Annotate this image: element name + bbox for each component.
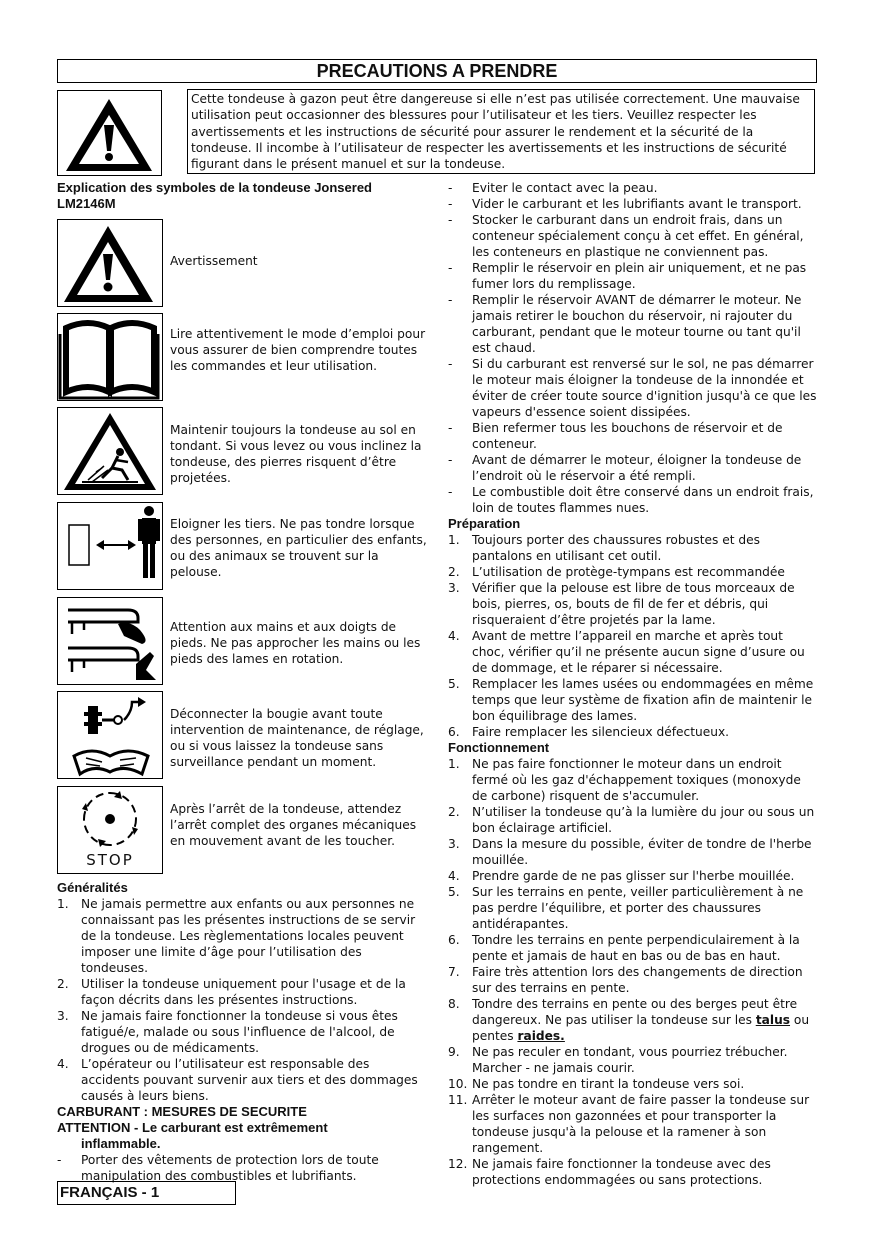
list-marker: 3. [57, 1009, 69, 1023]
symbol-text-hands: Attention aux mains et aux doigts de pieds. Ne pas approcher les mains ou les pieds des lames en rotation. [170, 620, 421, 666]
list-marker: 2. [57, 977, 69, 991]
symbol-text-warning: Avertissement [170, 254, 258, 268]
list-item-text: Arrêter le moteur avant de faire passer la tondeuse sur les surfaces non gazonnées et pour transporter la tondeuse jusqu'à la pelouse et la ramener à son rangement. [472, 1093, 810, 1155]
list-item [448, 420, 818, 452]
left-column-text [57, 880, 427, 1184]
list-item [448, 996, 818, 1044]
list-item [448, 932, 818, 964]
list-marker: 2. [448, 805, 460, 819]
list-item-text: L’opérateur ou l’utilisateur est responsable des accidents pouvant survenir aux tiers et des dommages causés à leurs biens. [81, 1057, 418, 1103]
list-item [57, 896, 427, 976]
list-item-text: Ne jamais permettre aux enfants ou aux personnes ne connaissant pas les présentes instructions de se servir de la tondeuse. Les règlementations locales peuvent imposer une limite d’âge pour l’utilisation des tondeuses. [81, 897, 416, 975]
page-title: PRECAUTIONS A PRENDRE [57, 59, 817, 83]
list-marker: 4. [57, 1057, 69, 1071]
list-marker: 8. [448, 997, 460, 1011]
list-marker: 9. [448, 1045, 460, 1059]
list-item-text: Si du carburant est renversé sur le sol, ne pas démarrer le moteur mais éloigner la tondeuse de la innondée et éviter de créer toute source d'ignition jusqu'à ce que les vapeurs d'essence soient dissipées. [472, 357, 817, 419]
symbol-box-thrown [57, 407, 163, 495]
list-marker: 2. [448, 565, 460, 579]
stop-label: STOP [86, 851, 134, 869]
list-marker: - [448, 213, 453, 227]
list-marker: - [57, 1153, 62, 1167]
list-item-text: Remplacer les lames usées ou endommagées en même temps que leur système de fixation afin de maintenir le bon équilibrage des lames. [472, 677, 814, 723]
list-marker: 1. [448, 757, 460, 771]
right-column-text [448, 180, 818, 1188]
emphasis-talus: talus [755, 1013, 791, 1027]
list-marker: - [448, 357, 453, 371]
list-item-text: L’utilisation de protège-tympans est recommandée [472, 565, 785, 579]
list-item-text: Remplir le réservoir en plein air uniquement, et ne pas fumer lors du remplissage. [472, 261, 807, 291]
generalites-list [57, 896, 427, 1104]
list-item [448, 212, 818, 260]
section-fonctionnement-heading: Fonctionnement [448, 740, 550, 755]
list-item [448, 1156, 818, 1188]
list-item [448, 676, 818, 724]
symbol-text-sparkplug: Déconnecter la bougie avant toute intervention de maintenance, de réglage, ou si vous laissez la tondeuse sans surveillance pendant un moment. [170, 707, 424, 769]
list-item-text: Porter des vêtements de protection lors de toute manipulation des combustibles et lubrifiants. [81, 1153, 379, 1183]
symbol-box-stop [57, 786, 163, 874]
list-item-text: ou pentes [472, 1013, 810, 1043]
list-item [448, 836, 818, 868]
symbol-box-sparkplug [57, 691, 163, 779]
list-item-text: Prendre garde de ne pas glisser sur l'herbe mouillée. [472, 869, 795, 883]
section-preparation-heading: Préparation [448, 516, 521, 531]
open-book-icon [58, 314, 162, 400]
list-marker: 4. [448, 869, 460, 883]
list-item [448, 724, 818, 740]
carburant-attention-line1: ATTENTION - Le carburant est extrêmement [57, 1120, 328, 1135]
warning-triangle-icon [58, 220, 162, 306]
list-marker: 1. [57, 897, 69, 911]
list-item [448, 580, 818, 628]
symbol-box-warning [57, 219, 163, 307]
list-item-text: N’utiliser la tondeuse qu’à la lumière du jour ou sous un bon éclairage artificiel. [472, 805, 815, 835]
intro-text: Cette tondeuse à gazon peut être dangereuse si elle n’est pas utilisée correctement. Une mauvaise utilisation peut occasionner des blessures pour l’utilisateur et les tiers. Veuillez respecter les avertissements et les instructions de sécurité pour assurer le rendement et la sécurité de la tondeuse. Il incombe à l’utilisateur de respecter les avertissements et les instructions de sécurité figurant dans le présent manuel et sur la tondeuse. [187, 89, 815, 174]
symbol-text-manual: Lire attentivement le mode d’emploi pour vous assurer de bien comprendre toutes les commandes et leur utilisation. [170, 327, 426, 373]
list-item-text: Ne pas tondre en tirant la tondeuse vers soi. [472, 1077, 745, 1091]
list-item-text: Vérifier que la pelouse est libre de tous morceaux de bois, pierres, os, bouts de fil de fer et débris, qui risqueraient d’être projetés par la lame. [472, 581, 795, 627]
list-marker: - [448, 453, 453, 467]
list-item-text: Stocker le carburant dans un endroit frais, dans un conteneur spécialement conçu à cet effet. En général, les conteneurs en plastique ne conviennent pas. [472, 213, 804, 259]
list-item-text: Avant de démarrer le moteur, éloigner la tondeuse de l’endroit où le réservoir a été rempli. [472, 453, 802, 483]
list-marker: 3. [448, 837, 460, 851]
symbol-box-hands [57, 597, 163, 685]
list-item-text: Ne pas reculer en tondant, vous pourriez trébucher. Marcher - ne jamais courir. [472, 1045, 788, 1075]
list-item [57, 976, 427, 1008]
list-marker: 6. [448, 725, 460, 739]
list-marker: - [448, 293, 453, 307]
carburant-list-left [57, 1152, 427, 1184]
list-marker: 4. [448, 629, 460, 643]
carburant-list-right [448, 180, 818, 516]
keep-distance-icon [58, 503, 162, 589]
section-generalites-heading: Généralités [57, 880, 128, 895]
list-item [448, 756, 818, 804]
hand-foot-blade-icon [58, 598, 162, 684]
list-item [448, 532, 818, 564]
list-marker: 3. [448, 581, 460, 595]
list-item-text: Ne jamais faire fonctionner la tondeuse avec des protections endommagées ou sans protections. [472, 1157, 771, 1187]
warning-symbol-box [57, 90, 162, 176]
list-item [448, 484, 818, 516]
list-marker: - [448, 261, 453, 275]
list-item [448, 1092, 818, 1156]
list-item [448, 1044, 818, 1076]
list-item [448, 884, 818, 932]
list-item [448, 564, 818, 580]
list-marker: 12. [448, 1157, 468, 1171]
list-item-text: Bien refermer tous les bouchons de réservoir et de conteneur. [472, 421, 783, 451]
list-item [448, 964, 818, 996]
list-item [448, 180, 818, 196]
list-item-text: Faire remplacer les silencieux défectueux. [472, 725, 730, 739]
list-item-text: Avant de mettre l’appareil en marche et après tout choc, vérifier qu’il ne présente aucun signe d’usure ou de dommage, et le réparer si nécessaire. [472, 629, 805, 675]
list-item [448, 868, 818, 884]
symbol-box-distance [57, 502, 163, 590]
page-footer: FRANÇAIS - 1 [57, 1181, 236, 1205]
list-item-text: Tondre des terrains en pente ou des berges peut être dangereux. Ne pas utiliser la tondeuse sur les [472, 997, 798, 1027]
warning-triangle-icon [58, 91, 161, 175]
list-marker: 1. [448, 533, 460, 547]
preparation-list [448, 532, 818, 740]
list-item-text: Ne pas faire fonctionner le moteur dans un endroit fermé où les gaz d'échappement toxiques (monoxyde de carbone) risquent de s'accumuler. [472, 757, 801, 803]
list-item-text: Dans la mesure du possible, éviter de tondre de l'herbe mouillée. [472, 837, 812, 867]
spark-plug-disconnect-icon [58, 692, 162, 778]
list-item-text: Le combustible doit être conservé dans un endroit frais, loin de toutes flammes nues. [472, 485, 814, 515]
list-item-text: Tondre les terrains en pente perpendiculairement à la pente et jamais de haut en bas ou de bas en haut. [472, 933, 800, 963]
list-marker: - [448, 421, 453, 435]
fonctionnement-list [448, 756, 818, 1188]
list-marker: 11. [448, 1093, 468, 1107]
list-item [448, 292, 818, 356]
list-marker: - [448, 197, 453, 211]
list-item-text: Faire très attention lors des changements de direction sur des terrains en pente. [472, 965, 803, 995]
list-item-text: Utiliser la tondeuse uniquement pour l'usage et de la façon décrits dans les présentes instructions. [81, 977, 406, 1007]
list-item [57, 1056, 427, 1104]
list-item [448, 356, 818, 420]
list-marker: 10. [448, 1077, 468, 1091]
list-item-text: Remplir le réservoir AVANT de démarrer le moteur. Ne jamais retirer le bouchon du réservoir, ni rajouter du carburant, pendant que le moteur tourne ou tant qu'il est chaud. [472, 293, 802, 355]
list-marker: 6. [448, 933, 460, 947]
list-marker: - [448, 485, 453, 499]
symbol-text-stop: Après l’arrêt de la tondeuse, attendez l’arrêt complet des organes mécaniques en mouvement avant de les toucher. [170, 802, 417, 848]
symbol-text-thrown: Maintenir toujours la tondeuse au sol en tondant. Si vous levez ou vous inclinez la tondeuse, des pierres risquent d’être projetées. [170, 423, 422, 485]
symbol-text-distance: Eloigner les tiers. Ne pas tondre lorsque des personnes, en particulier des enfants, ou des animaux se trouvent sur la pelouse. [170, 517, 427, 579]
list-item [448, 628, 818, 676]
list-item [448, 804, 818, 836]
list-item [57, 1008, 427, 1056]
list-item [448, 452, 818, 484]
symbols-heading: Explication des symboles de la tondeuse Jonsered LM2146M [57, 180, 372, 211]
list-item-text: Vider le carburant et les lubrifiants avant le transport. [472, 197, 802, 211]
list-item [448, 260, 818, 292]
list-marker: 5. [448, 885, 460, 899]
thrown-objects-icon [58, 408, 162, 494]
list-item-text: Eviter le contact avec la peau. [472, 181, 658, 195]
list-marker: 5. [448, 677, 460, 691]
emphasis-raides: raides. [517, 1029, 565, 1043]
list-item-text: Toujours porter des chaussures robustes et des pantalons en utilisant cet outil. [472, 533, 760, 563]
symbol-box-manual [57, 313, 163, 401]
list-item-text: Ne jamais faire fonctionner la tondeuse si vous êtes fatigué/e, malade ou sous l'influence de l'alcool, de drogues ou de médicaments. [81, 1009, 398, 1055]
list-marker: 7. [448, 965, 460, 979]
list-item [57, 1152, 427, 1184]
carburant-attention-line2: inflammable. [81, 1136, 161, 1151]
list-item-text: Sur les terrains en pente, veiller particulièrement à ne pas perdre l’équilibre, et porter des chaussures antidérapantes. [472, 885, 804, 931]
list-item [448, 1076, 818, 1092]
list-item [448, 196, 818, 212]
section-carburant-heading: CARBURANT : MESURES DE SECURITE [57, 1104, 307, 1119]
list-marker: - [448, 181, 453, 195]
